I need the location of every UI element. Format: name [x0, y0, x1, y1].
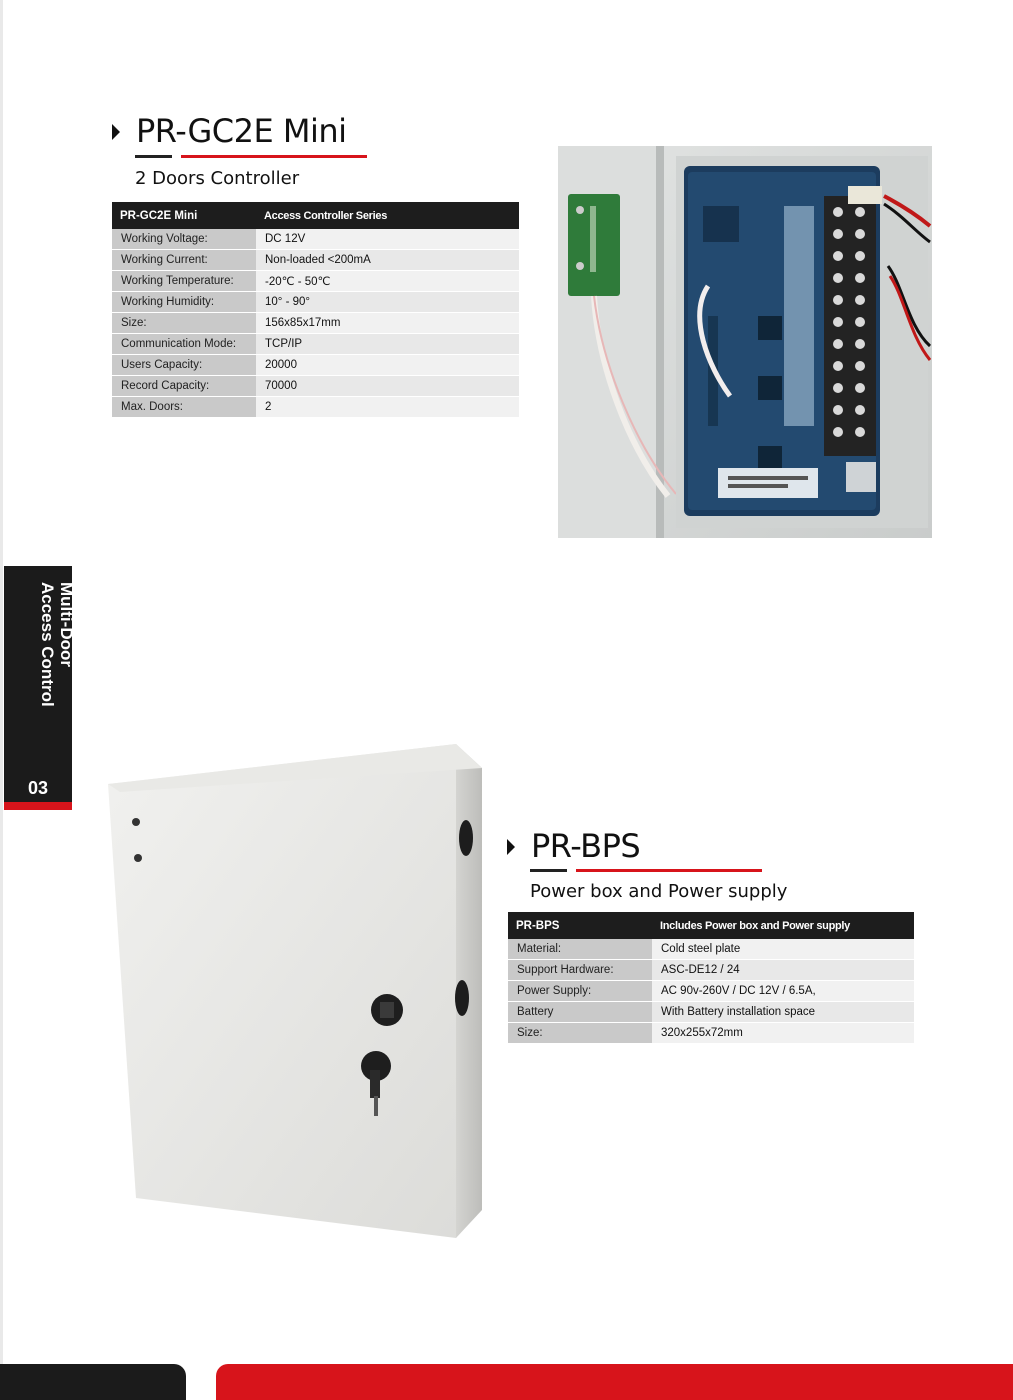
spec-table-bps	[508, 912, 914, 1044]
table-row	[508, 981, 914, 1002]
section-label: Multi-Door Access Control	[38, 582, 76, 707]
product-subtitle: Power box and Power supply	[530, 881, 788, 902]
spec-key: Working Humidity:	[112, 292, 256, 313]
spec-value: -20℃ - 50℃	[256, 271, 519, 292]
spec-value: DC 12V	[256, 229, 519, 250]
table-row	[112, 334, 519, 355]
table-row	[112, 376, 519, 397]
spec-value: 20000	[256, 355, 519, 376]
spec-key: Max. Doors:	[112, 397, 256, 418]
spec-value: 156x85x17mm	[256, 313, 519, 334]
spec-value: With Battery installation space	[652, 1002, 914, 1023]
spec-key: Size:	[112, 313, 256, 334]
table-row	[112, 292, 519, 313]
spec-key: Users Capacity:	[112, 355, 256, 376]
footer-dark-bar	[0, 1364, 186, 1400]
product-heading-gc2e	[112, 112, 432, 152]
title-underline-dark	[135, 155, 172, 158]
table-header-cell: Access Controller Series	[256, 202, 519, 229]
spec-key: Battery	[508, 1002, 652, 1023]
spec-key: Record Capacity:	[112, 376, 256, 397]
spec-key: Communication Mode:	[112, 334, 256, 355]
spec-value: 10° - 90°	[256, 292, 519, 313]
spec-key: Working Temperature:	[112, 271, 256, 292]
table-row	[112, 271, 519, 292]
title-underline-red	[576, 869, 762, 872]
table-header-cell: PR-BPS	[508, 912, 652, 939]
table-row	[112, 397, 519, 418]
spec-value: Cold steel plate	[652, 939, 914, 960]
bullet-arrow-icon	[507, 839, 515, 855]
spec-key: Size:	[508, 1023, 652, 1044]
table-row	[508, 939, 914, 960]
spec-key: Power Supply:	[508, 981, 652, 1002]
table-row	[112, 229, 519, 250]
page-edge	[0, 0, 3, 1400]
table-row	[508, 1002, 914, 1023]
table-row	[508, 1023, 914, 1044]
table-header-row	[508, 912, 914, 939]
footer-red-bar	[216, 1364, 1013, 1400]
spec-value: 70000	[256, 376, 519, 397]
table-row	[112, 355, 519, 376]
power-box-photo	[100, 740, 490, 1240]
product-heading-bps	[507, 827, 707, 867]
spec-value: Non-loaded <200mA	[256, 250, 519, 271]
spec-value: 320x255x72mm	[652, 1023, 914, 1044]
table-row	[112, 313, 519, 334]
product-subtitle: 2 Doors Controller	[135, 168, 300, 189]
spec-key: Material:	[508, 939, 652, 960]
spec-key: Support Hardware:	[508, 960, 652, 981]
title-underline-dark	[530, 869, 567, 872]
section-side-tab	[4, 566, 76, 810]
spec-value: TCP/IP	[256, 334, 519, 355]
side-tab-accent-bar	[4, 802, 72, 810]
table-header-cell: PR-GC2E Mini	[112, 202, 256, 229]
page-number: 03	[27, 778, 49, 798]
bullet-arrow-icon	[112, 124, 120, 140]
table-header-row	[112, 202, 519, 229]
table-header-cell: Includes Power box and Power supply	[652, 912, 914, 939]
table-row	[112, 250, 519, 271]
spec-value: ASC-DE12 / 24	[652, 960, 914, 981]
title-underline-red	[181, 155, 367, 158]
controller-board-photo	[558, 146, 932, 538]
spec-key: Working Current:	[112, 250, 256, 271]
spec-value: AC 90v-260V / DC 12V / 6.5A,	[652, 981, 914, 1002]
product-title: PR-GC2E Mini	[136, 112, 347, 150]
spec-key: Working Voltage:	[112, 229, 256, 250]
table-row	[508, 960, 914, 981]
spec-table-gc2e	[112, 202, 519, 418]
spec-value: 2	[256, 397, 519, 418]
product-title: PR-BPS	[531, 827, 641, 865]
